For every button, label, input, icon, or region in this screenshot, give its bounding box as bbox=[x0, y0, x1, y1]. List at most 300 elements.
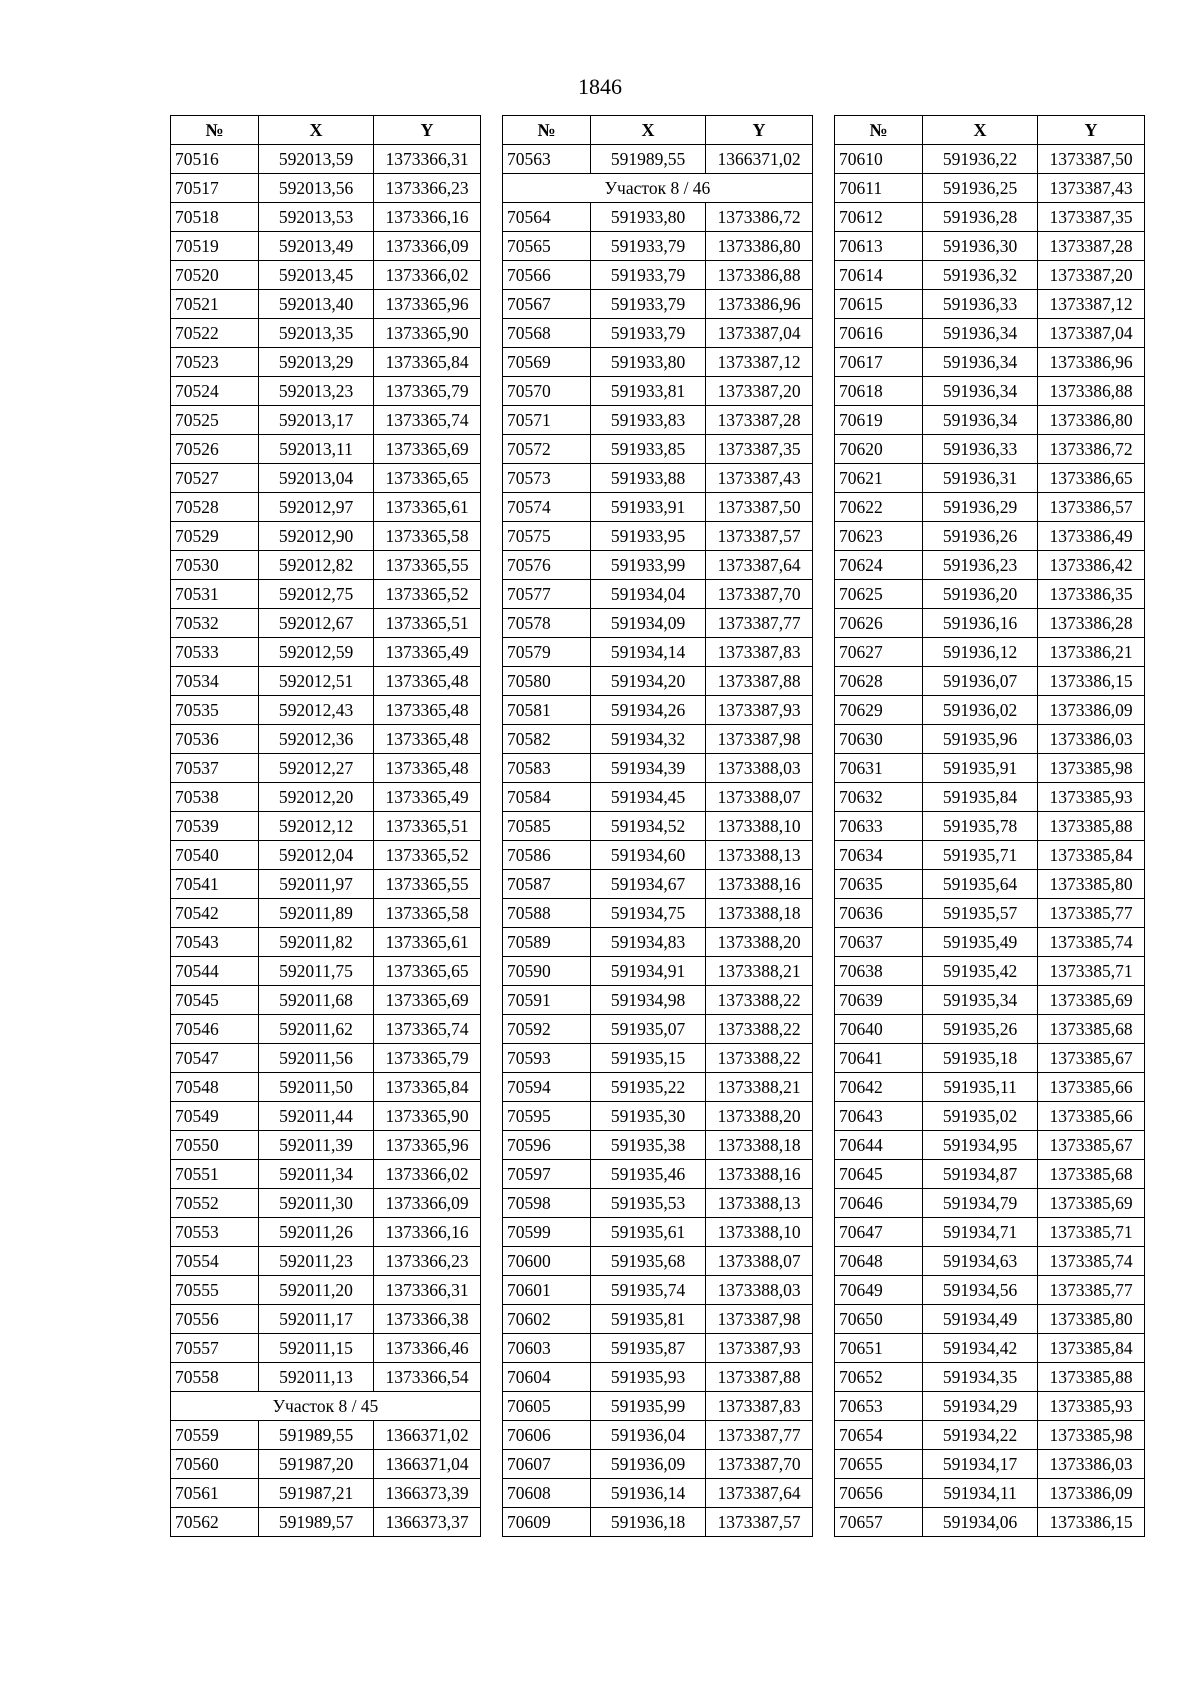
x-coordinate: 592013,35 bbox=[259, 319, 374, 348]
y-coordinate: 1373385,71 bbox=[1038, 957, 1145, 986]
y-coordinate: 1373365,48 bbox=[374, 754, 481, 783]
table-row bbox=[171, 957, 481, 986]
x-coordinate: 591933,91 bbox=[591, 493, 706, 522]
table-row bbox=[835, 493, 1145, 522]
table-row bbox=[503, 841, 813, 870]
point-number: 70642 bbox=[835, 1073, 923, 1102]
point-number: 70612 bbox=[835, 203, 923, 232]
point-number: 70640 bbox=[835, 1015, 923, 1044]
point-number: 70577 bbox=[503, 580, 591, 609]
point-number: 70626 bbox=[835, 609, 923, 638]
point-number: 70605 bbox=[503, 1392, 591, 1421]
y-coordinate: 1373365,49 bbox=[374, 783, 481, 812]
table-row bbox=[503, 1102, 813, 1131]
x-coordinate: 591935,42 bbox=[923, 957, 1038, 986]
x-coordinate: 591934,91 bbox=[591, 957, 706, 986]
x-coordinate: 591936,33 bbox=[923, 435, 1038, 464]
y-coordinate: 1373365,96 bbox=[374, 290, 481, 319]
section-title: Участок 8 / 45 bbox=[171, 1392, 481, 1421]
x-coordinate: 591934,20 bbox=[591, 667, 706, 696]
x-coordinate: 592011,20 bbox=[259, 1276, 374, 1305]
point-number: 70589 bbox=[503, 928, 591, 957]
table-row bbox=[503, 406, 813, 435]
table-row bbox=[503, 464, 813, 493]
point-number: 70617 bbox=[835, 348, 923, 377]
section-row bbox=[503, 174, 813, 203]
point-number: 70590 bbox=[503, 957, 591, 986]
x-coordinate: 591936,34 bbox=[923, 377, 1038, 406]
y-coordinate: 1373386,57 bbox=[1038, 493, 1145, 522]
x-coordinate: 592011,44 bbox=[259, 1102, 374, 1131]
point-number: 70523 bbox=[171, 348, 259, 377]
table-row bbox=[503, 1392, 813, 1421]
point-number: 70624 bbox=[835, 551, 923, 580]
point-number: 70580 bbox=[503, 667, 591, 696]
x-coordinate: 592012,27 bbox=[259, 754, 374, 783]
x-coordinate: 591933,80 bbox=[591, 203, 706, 232]
y-coordinate: 1373366,16 bbox=[374, 203, 481, 232]
point-number: 70656 bbox=[835, 1479, 923, 1508]
table-row bbox=[171, 261, 481, 290]
x-coordinate: 591936,09 bbox=[591, 1450, 706, 1479]
table-row bbox=[171, 1073, 481, 1102]
y-coordinate: 1373385,67 bbox=[1038, 1131, 1145, 1160]
table-row bbox=[835, 1015, 1145, 1044]
table-row bbox=[503, 1334, 813, 1363]
y-coordinate: 1373388,13 bbox=[706, 841, 813, 870]
table-row bbox=[503, 377, 813, 406]
x-coordinate: 591935,93 bbox=[591, 1363, 706, 1392]
table-row bbox=[503, 203, 813, 232]
table-row bbox=[171, 377, 481, 406]
x-coordinate: 591987,21 bbox=[259, 1479, 374, 1508]
table-row bbox=[835, 928, 1145, 957]
x-coordinate: 592012,97 bbox=[259, 493, 374, 522]
y-coordinate: 1373388,22 bbox=[706, 986, 813, 1015]
table-row bbox=[835, 435, 1145, 464]
point-number: 70562 bbox=[171, 1508, 259, 1537]
x-coordinate: 591936,34 bbox=[923, 319, 1038, 348]
table-row bbox=[503, 1363, 813, 1392]
x-coordinate: 591934,98 bbox=[591, 986, 706, 1015]
point-number: 70650 bbox=[835, 1305, 923, 1334]
table-row bbox=[171, 870, 481, 899]
x-coordinate: 591934,17 bbox=[923, 1450, 1038, 1479]
point-number: 70620 bbox=[835, 435, 923, 464]
y-coordinate: 1373366,23 bbox=[374, 174, 481, 203]
table-header-row bbox=[835, 116, 1145, 145]
x-coordinate: 591934,14 bbox=[591, 638, 706, 667]
point-number: 70536 bbox=[171, 725, 259, 754]
table-row bbox=[171, 986, 481, 1015]
table-row bbox=[503, 1073, 813, 1102]
table-row bbox=[171, 1247, 481, 1276]
x-coordinate: 591936,28 bbox=[923, 203, 1038, 232]
y-coordinate: 1373388,22 bbox=[706, 1044, 813, 1073]
table-row bbox=[171, 290, 481, 319]
table-row bbox=[171, 435, 481, 464]
y-coordinate: 1373388,18 bbox=[706, 899, 813, 928]
x-coordinate: 591934,87 bbox=[923, 1160, 1038, 1189]
point-number: 70582 bbox=[503, 725, 591, 754]
point-number: 70587 bbox=[503, 870, 591, 899]
y-coordinate: 1373366,02 bbox=[374, 261, 481, 290]
point-number: 70533 bbox=[171, 638, 259, 667]
x-coordinate: 592013,49 bbox=[259, 232, 374, 261]
table-row bbox=[503, 1247, 813, 1276]
point-number: 70544 bbox=[171, 957, 259, 986]
point-number: 70655 bbox=[835, 1450, 923, 1479]
x-coordinate: 592012,20 bbox=[259, 783, 374, 812]
point-number: 70628 bbox=[835, 667, 923, 696]
y-coordinate: 1373386,15 bbox=[1038, 1508, 1145, 1537]
point-number: 70654 bbox=[835, 1421, 923, 1450]
y-coordinate: 1373366,31 bbox=[374, 145, 481, 174]
point-number: 70572 bbox=[503, 435, 591, 464]
point-number: 70631 bbox=[835, 754, 923, 783]
y-coordinate: 1373365,51 bbox=[374, 812, 481, 841]
y-coordinate: 1373365,79 bbox=[374, 1044, 481, 1073]
x-coordinate: 591934,39 bbox=[591, 754, 706, 783]
y-coordinate: 1373387,20 bbox=[706, 377, 813, 406]
table-row bbox=[503, 696, 813, 725]
y-coordinate: 1373386,88 bbox=[1038, 377, 1145, 406]
table-row bbox=[835, 1305, 1145, 1334]
y-coordinate: 1373387,28 bbox=[1038, 232, 1145, 261]
point-number: 70597 bbox=[503, 1160, 591, 1189]
point-number: 70581 bbox=[503, 696, 591, 725]
point-number: 70543 bbox=[171, 928, 259, 957]
point-number: 70584 bbox=[503, 783, 591, 812]
table-row bbox=[835, 870, 1145, 899]
x-coordinate: 592011,30 bbox=[259, 1189, 374, 1218]
section-row bbox=[171, 1392, 481, 1421]
y-coordinate: 1373365,69 bbox=[374, 435, 481, 464]
y-coordinate: 1366371,04 bbox=[374, 1450, 481, 1479]
point-number: 70638 bbox=[835, 957, 923, 986]
point-number: 70598 bbox=[503, 1189, 591, 1218]
point-number: 70634 bbox=[835, 841, 923, 870]
table-row bbox=[503, 667, 813, 696]
y-coordinate: 1366373,39 bbox=[374, 1479, 481, 1508]
table-row bbox=[835, 377, 1145, 406]
point-number: 70641 bbox=[835, 1044, 923, 1073]
y-coordinate: 1373385,68 bbox=[1038, 1160, 1145, 1189]
header-x: X bbox=[259, 116, 374, 145]
table-row bbox=[835, 1131, 1145, 1160]
point-number: 70540 bbox=[171, 841, 259, 870]
table-row bbox=[171, 1305, 481, 1334]
table-row bbox=[171, 1218, 481, 1247]
point-number: 70575 bbox=[503, 522, 591, 551]
point-number: 70554 bbox=[171, 1247, 259, 1276]
y-coordinate: 1373365,79 bbox=[374, 377, 481, 406]
x-coordinate: 591934,06 bbox=[923, 1508, 1038, 1537]
point-number: 70625 bbox=[835, 580, 923, 609]
y-coordinate: 1373365,84 bbox=[374, 1073, 481, 1102]
y-coordinate: 1373385,66 bbox=[1038, 1102, 1145, 1131]
x-coordinate: 591935,49 bbox=[923, 928, 1038, 957]
y-coordinate: 1373365,69 bbox=[374, 986, 481, 1015]
table-row bbox=[503, 957, 813, 986]
x-coordinate: 591934,29 bbox=[923, 1392, 1038, 1421]
y-coordinate: 1373387,04 bbox=[1038, 319, 1145, 348]
table-row bbox=[503, 1276, 813, 1305]
y-coordinate: 1373387,04 bbox=[706, 319, 813, 348]
y-coordinate: 1373385,74 bbox=[1038, 1247, 1145, 1276]
point-number: 70549 bbox=[171, 1102, 259, 1131]
x-coordinate: 591934,49 bbox=[923, 1305, 1038, 1334]
y-coordinate: 1373388,20 bbox=[706, 1102, 813, 1131]
point-number: 70545 bbox=[171, 986, 259, 1015]
y-coordinate: 1373386,88 bbox=[706, 261, 813, 290]
y-coordinate: 1373365,96 bbox=[374, 1131, 481, 1160]
x-coordinate: 592012,82 bbox=[259, 551, 374, 580]
y-coordinate: 1373386,28 bbox=[1038, 609, 1145, 638]
y-coordinate: 1373365,55 bbox=[374, 870, 481, 899]
y-coordinate: 1373388,07 bbox=[706, 1247, 813, 1276]
x-coordinate: 591936,18 bbox=[591, 1508, 706, 1537]
y-coordinate: 1373385,71 bbox=[1038, 1218, 1145, 1247]
x-coordinate: 591934,95 bbox=[923, 1131, 1038, 1160]
table-row bbox=[503, 435, 813, 464]
y-coordinate: 1373386,49 bbox=[1038, 522, 1145, 551]
table-row bbox=[503, 1044, 813, 1073]
y-coordinate: 1373386,80 bbox=[706, 232, 813, 261]
x-coordinate: 591936,23 bbox=[923, 551, 1038, 580]
table-row bbox=[835, 1044, 1145, 1073]
header-y: Y bbox=[1038, 116, 1145, 145]
table-row bbox=[835, 1102, 1145, 1131]
x-coordinate: 592011,50 bbox=[259, 1073, 374, 1102]
table-row bbox=[171, 493, 481, 522]
y-coordinate: 1373365,84 bbox=[374, 348, 481, 377]
table-row bbox=[171, 1131, 481, 1160]
x-coordinate: 592011,17 bbox=[259, 1305, 374, 1334]
table-row bbox=[171, 1363, 481, 1392]
table-row bbox=[503, 348, 813, 377]
table-row bbox=[835, 638, 1145, 667]
y-coordinate: 1373385,93 bbox=[1038, 1392, 1145, 1421]
table-row bbox=[171, 1276, 481, 1305]
point-number: 70648 bbox=[835, 1247, 923, 1276]
table-row bbox=[503, 522, 813, 551]
point-number: 70531 bbox=[171, 580, 259, 609]
y-coordinate: 1373365,55 bbox=[374, 551, 481, 580]
y-coordinate: 1373385,98 bbox=[1038, 754, 1145, 783]
point-number: 70639 bbox=[835, 986, 923, 1015]
y-coordinate: 1373387,88 bbox=[706, 667, 813, 696]
point-number: 70616 bbox=[835, 319, 923, 348]
x-coordinate: 591935,11 bbox=[923, 1073, 1038, 1102]
point-number: 70636 bbox=[835, 899, 923, 928]
x-coordinate: 591933,95 bbox=[591, 522, 706, 551]
table-row bbox=[835, 1363, 1145, 1392]
table-row bbox=[171, 203, 481, 232]
point-number: 70596 bbox=[503, 1131, 591, 1160]
point-number: 70529 bbox=[171, 522, 259, 551]
x-coordinate: 591936,16 bbox=[923, 609, 1038, 638]
point-number: 70573 bbox=[503, 464, 591, 493]
point-number: 70526 bbox=[171, 435, 259, 464]
y-coordinate: 1373366,16 bbox=[374, 1218, 481, 1247]
point-number: 70606 bbox=[503, 1421, 591, 1450]
table-row bbox=[171, 1044, 481, 1073]
y-coordinate: 1373386,65 bbox=[1038, 464, 1145, 493]
y-coordinate: 1373385,93 bbox=[1038, 783, 1145, 812]
table-row bbox=[835, 899, 1145, 928]
point-number: 70629 bbox=[835, 696, 923, 725]
point-number: 70518 bbox=[171, 203, 259, 232]
section-title: Участок 8 / 46 bbox=[503, 174, 813, 203]
x-coordinate: 591935,71 bbox=[923, 841, 1038, 870]
point-number: 70552 bbox=[171, 1189, 259, 1218]
y-coordinate: 1373386,96 bbox=[706, 290, 813, 319]
point-number: 70558 bbox=[171, 1363, 259, 1392]
y-coordinate: 1373365,48 bbox=[374, 725, 481, 754]
table-row bbox=[503, 725, 813, 754]
x-coordinate: 591936,33 bbox=[923, 290, 1038, 319]
table-row bbox=[835, 580, 1145, 609]
x-coordinate: 592011,23 bbox=[259, 1247, 374, 1276]
point-number: 70586 bbox=[503, 841, 591, 870]
y-coordinate: 1373387,70 bbox=[706, 1450, 813, 1479]
point-number: 70537 bbox=[171, 754, 259, 783]
x-coordinate: 592013,04 bbox=[259, 464, 374, 493]
y-coordinate: 1373365,61 bbox=[374, 493, 481, 522]
y-coordinate: 1373386,21 bbox=[1038, 638, 1145, 667]
y-coordinate: 1373366,46 bbox=[374, 1334, 481, 1363]
point-number: 70630 bbox=[835, 725, 923, 754]
coordinate-table-1 bbox=[170, 115, 481, 1537]
y-coordinate: 1373365,52 bbox=[374, 580, 481, 609]
y-coordinate: 1373365,51 bbox=[374, 609, 481, 638]
y-coordinate: 1373387,98 bbox=[706, 1305, 813, 1334]
y-coordinate: 1373385,69 bbox=[1038, 1189, 1145, 1218]
y-coordinate: 1373365,74 bbox=[374, 406, 481, 435]
x-coordinate: 591935,64 bbox=[923, 870, 1038, 899]
table-row bbox=[503, 551, 813, 580]
y-coordinate: 1373385,88 bbox=[1038, 1363, 1145, 1392]
table-row bbox=[835, 812, 1145, 841]
y-coordinate: 1373387,28 bbox=[706, 406, 813, 435]
table-row bbox=[171, 1479, 481, 1508]
point-number: 70547 bbox=[171, 1044, 259, 1073]
table-row bbox=[171, 1189, 481, 1218]
table-row bbox=[835, 783, 1145, 812]
x-coordinate: 591935,57 bbox=[923, 899, 1038, 928]
point-number: 70548 bbox=[171, 1073, 259, 1102]
point-number: 70541 bbox=[171, 870, 259, 899]
table-row bbox=[835, 696, 1145, 725]
y-coordinate: 1373386,09 bbox=[1038, 696, 1145, 725]
y-coordinate: 1373385,80 bbox=[1038, 870, 1145, 899]
x-coordinate: 591936,34 bbox=[923, 348, 1038, 377]
table-row bbox=[503, 290, 813, 319]
point-number: 70578 bbox=[503, 609, 591, 638]
point-number: 70615 bbox=[835, 290, 923, 319]
y-coordinate: 1373387,50 bbox=[706, 493, 813, 522]
x-coordinate: 591936,32 bbox=[923, 261, 1038, 290]
table-row bbox=[171, 899, 481, 928]
table-row bbox=[835, 464, 1145, 493]
y-coordinate: 1373387,70 bbox=[706, 580, 813, 609]
point-number: 70635 bbox=[835, 870, 923, 899]
y-coordinate: 1373386,72 bbox=[1038, 435, 1145, 464]
table-row bbox=[503, 609, 813, 638]
y-coordinate: 1373386,15 bbox=[1038, 667, 1145, 696]
x-coordinate: 591933,81 bbox=[591, 377, 706, 406]
y-coordinate: 1373365,90 bbox=[374, 319, 481, 348]
y-coordinate: 1373385,84 bbox=[1038, 841, 1145, 870]
table-row bbox=[835, 841, 1145, 870]
x-coordinate: 591936,29 bbox=[923, 493, 1038, 522]
x-coordinate: 592013,56 bbox=[259, 174, 374, 203]
table-row bbox=[835, 986, 1145, 1015]
table-row bbox=[171, 812, 481, 841]
point-number: 70535 bbox=[171, 696, 259, 725]
x-coordinate: 591933,99 bbox=[591, 551, 706, 580]
x-coordinate: 591936,22 bbox=[923, 145, 1038, 174]
x-coordinate: 591935,74 bbox=[591, 1276, 706, 1305]
table-row bbox=[835, 1392, 1145, 1421]
table-row bbox=[171, 1421, 481, 1450]
x-coordinate: 591935,46 bbox=[591, 1160, 706, 1189]
table-row bbox=[171, 1508, 481, 1537]
point-number: 70576 bbox=[503, 551, 591, 580]
x-coordinate: 592012,12 bbox=[259, 812, 374, 841]
y-coordinate: 1373388,10 bbox=[706, 812, 813, 841]
point-number: 70524 bbox=[171, 377, 259, 406]
point-number: 70647 bbox=[835, 1218, 923, 1247]
point-number: 70611 bbox=[835, 174, 923, 203]
table-row bbox=[503, 1508, 813, 1537]
point-number: 70621 bbox=[835, 464, 923, 493]
x-coordinate: 591989,55 bbox=[259, 1421, 374, 1450]
point-number: 70574 bbox=[503, 493, 591, 522]
table-row bbox=[835, 1247, 1145, 1276]
point-number: 70567 bbox=[503, 290, 591, 319]
table-row bbox=[171, 841, 481, 870]
point-number: 70522 bbox=[171, 319, 259, 348]
y-coordinate: 1373385,88 bbox=[1038, 812, 1145, 841]
x-coordinate: 591935,15 bbox=[591, 1044, 706, 1073]
table-row bbox=[503, 812, 813, 841]
point-number: 70585 bbox=[503, 812, 591, 841]
x-coordinate: 592011,34 bbox=[259, 1160, 374, 1189]
point-number: 70637 bbox=[835, 928, 923, 957]
point-number: 70618 bbox=[835, 377, 923, 406]
page-number: 1846 bbox=[578, 74, 622, 99]
point-number: 70657 bbox=[835, 1508, 923, 1537]
point-number: 70594 bbox=[503, 1073, 591, 1102]
y-coordinate: 1373386,96 bbox=[1038, 348, 1145, 377]
x-coordinate: 591934,42 bbox=[923, 1334, 1038, 1363]
point-number: 70593 bbox=[503, 1044, 591, 1073]
y-coordinate: 1373387,57 bbox=[706, 522, 813, 551]
x-coordinate: 591936,30 bbox=[923, 232, 1038, 261]
point-number: 70571 bbox=[503, 406, 591, 435]
y-coordinate: 1373385,68 bbox=[1038, 1015, 1145, 1044]
point-number: 70599 bbox=[503, 1218, 591, 1247]
y-coordinate: 1373366,09 bbox=[374, 232, 481, 261]
table-row bbox=[835, 1479, 1145, 1508]
y-coordinate: 1373387,57 bbox=[706, 1508, 813, 1537]
x-coordinate: 592011,68 bbox=[259, 986, 374, 1015]
x-coordinate: 591934,04 bbox=[591, 580, 706, 609]
table-row bbox=[835, 551, 1145, 580]
table-row bbox=[171, 522, 481, 551]
